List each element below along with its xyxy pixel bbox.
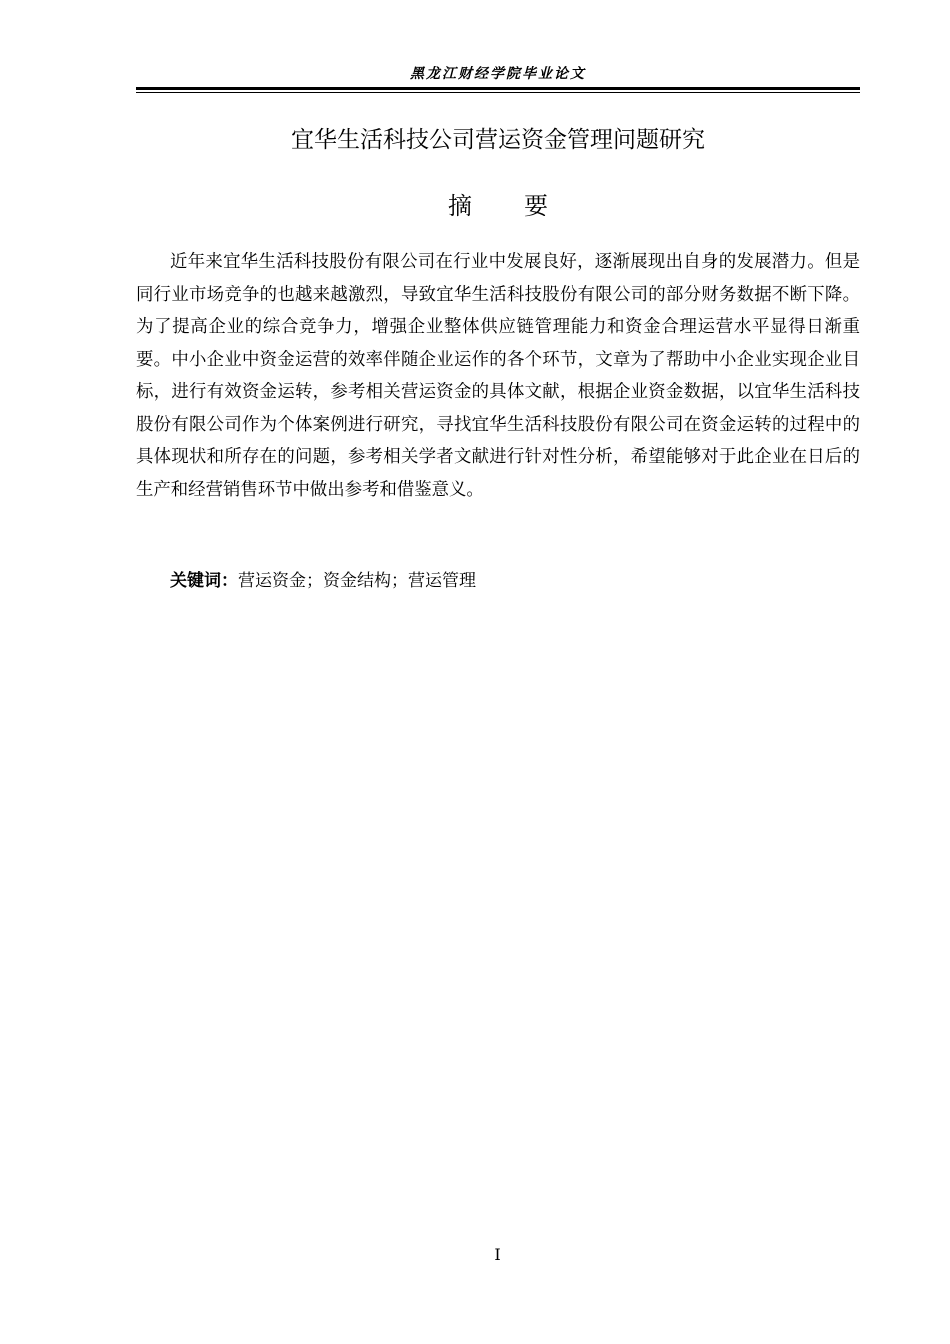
header-rule-thin <box>136 92 860 93</box>
abstract-body: 近年来宜华生活科技股份有限公司在行业中发展良好，逐渐展现出自身的发展潜力。但是同行业市场竞争的也越来越激烈，导致宜华生活科技股份有限公司的部分财务数据不断下降。为了提高企业的综合竞争力，增强企业整体供应链管理能力和资金合理运营水平显得日渐重要。中小企业中资金运营的效率伴随企业运作的各个环节，文章为了帮助中小企业实现企业目标，进行有效资金运转，参考相关营运资金的具体文献，根据企业资金数据，以宜华生活科技股份有限公司作为个体案例进行研究，寻找宜华生活科技股份有限公司在资金运转的过程中的具体现状和所存在的问题，参考相关学者文献进行针对性分析，希望能够对于此企业在日后的生产和经营销售环节中做出参考和借鉴意义。 <box>136 252 860 500</box>
paper-title: 宜华生活科技公司营运资金管理问题研究 <box>291 127 705 153</box>
keywords-value: 营运资金；资金结构；营运管理 <box>238 571 476 591</box>
page-number: I <box>494 1245 501 1264</box>
keywords-line <box>170 566 860 596</box>
header-rule-thick <box>136 87 860 90</box>
keywords-label: 关键词： <box>170 571 238 591</box>
abstract-heading: 摘要 <box>448 192 600 220</box>
running-header: 黑龙江财经学院毕业论文 <box>410 66 586 82</box>
